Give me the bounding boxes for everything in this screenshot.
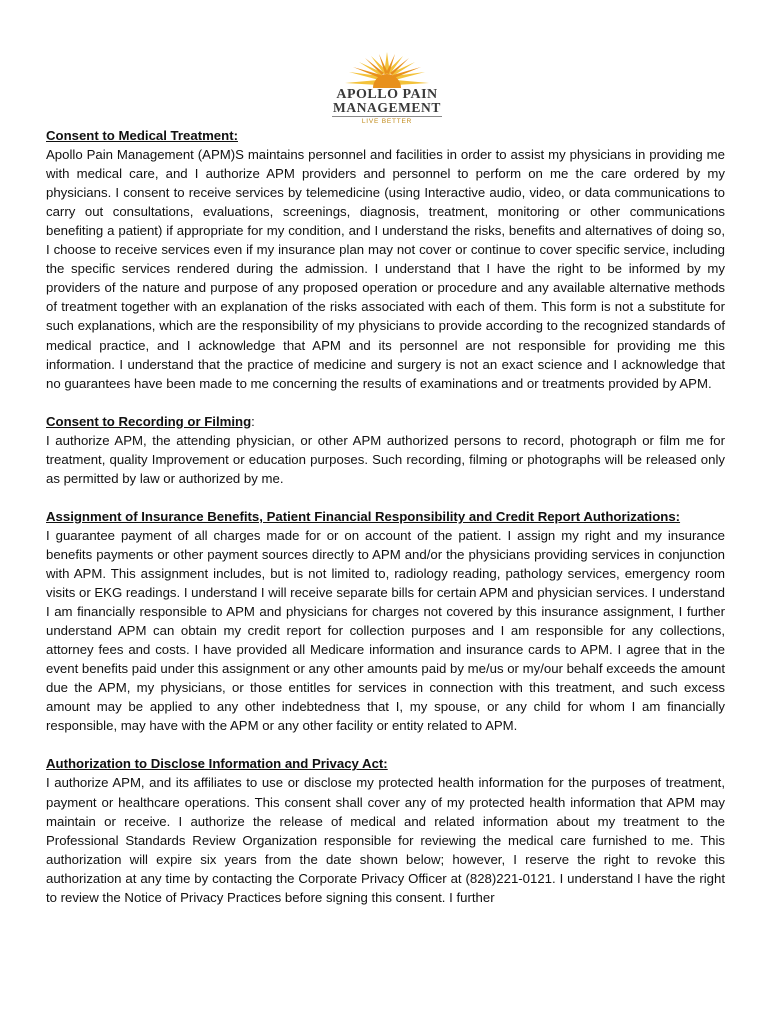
logo-title-line1: APOLLO PAIN [336, 87, 438, 102]
section-insurance-assignment [46, 507, 725, 736]
section-heading: Consent to Recording or Filming [46, 413, 252, 429]
logo-divider [332, 116, 442, 117]
heading-suffix: : [251, 413, 255, 429]
section-medical-treatment [46, 126, 725, 393]
section-disclosure-privacy [46, 754, 725, 906]
sun-logo-icon [342, 50, 432, 88]
document-body [46, 126, 725, 926]
section-body: I guarantee payment of all charges made for or on account of the patient. I assign my right and my insurance benefits payments or other payment sources directly to APM and/or the physicians providing services in conjunction with APM. This assignment includes, but is not limited to, radiology reading, pathology services, emergency room visits or EKG readings. I understand I will receive separate bills for certain APM and physician services. I understand I am financially responsible to APM and physicians for charges not covered by this insurance assignment, I further understand APM can obtain my credit report for collection purposes and I am responsible for any collections, attorney fees and costs. I have provided all Medicare information and insurance cards to APM. I agree that in the event benefits paid under this assignment or any other amounts paid by me/us or my/our behalf exceeds the amount due the APM, my physicians, or those entitles for services in connection with this treatment, and such excess amount may be applied to any other indebtedness that I, my spouse, or any child for whom I am financially responsible, may have with the APM or any other facility or entity related to APM. [46, 527, 725, 734]
section-heading-line [46, 126, 725, 145]
section-heading-line [46, 754, 725, 773]
logo-title-line2: MANAGEMENT [333, 100, 441, 115]
apollo-logo [330, 50, 444, 130]
section-heading: Consent to Medical Treatment: [46, 128, 238, 143]
section-heading-line [46, 507, 725, 526]
section-body: I authorize APM, the attending physician, or other APM authorized persons to record, photograph or film me for treatment, quality Improvement or education purposes. Such recording, filming or photographs will be released only as permitted by law or authorized by me. [46, 432, 725, 486]
section-body: I authorize APM, and its affiliates to use or disclose my protected health information for the purposes of treatment, payment or healthcare operations. This consent shall cover any of my protected health information that APM may maintain or receive. I authorize the release of medical and related information about my treatment to the Professional Standards Review Organization responsible for reviewing the medical care furnished to me. This authorization will expire six years from the date shown below; however, I reserve the right to revoke this authorization at any time by contacting the Corporate Privacy Officer at (828)221-0121. I understand I have the right to review the Notice of Privacy Practices before signing this consent. I further [46, 775, 725, 905]
section-heading: Authorization to Disclose Information and Privacy Act: [46, 756, 388, 772]
logo-tagline: LIVE BETTER [361, 118, 413, 125]
section-body: Apollo Pain Management (APM)S maintains personnel and facilities in order to assist my physicians in providing me with medical care, and I authorize APM providers and personnel to perform on me the care ordered by my physicians. I consent to receive services by telemedicine (using Interactive audio, video, or data communications to carry out consultations, evaluations, screenings, diagnosis, treatment, monitoring or other communications benefiting a patient) if appropriate for my condition, and I understand the risks, benefits and alternatives of doing so, I choose to receive services even if my insurance plan may not cover or continue to cover specific service, including the specific services rendered during the admission. I understand that I have the right to be informed by my providers of the nature and purpose of any proposed operation or procedure and any available alternative methods of treatment together with an explanation of the risks associated with each of them. This form is not a substitute for such explanations, which are the responsibility of my physicians to provide according to the recognized standards of medical practice, and I acknowledge that APM and its personnel are not responsible for providing me this information. I understand that the practice of medicine and surgery is not an exact science and I acknowledge that no guarantees have been made to me concerning the results of examinations and or treatments provided by APM. [46, 147, 725, 391]
section-recording-filming [46, 412, 725, 488]
section-heading-line [46, 412, 725, 431]
section-heading: Assignment of Insurance Benefits, Patient Financial Responsibility and Credit Report Authorizations: [46, 508, 681, 524]
